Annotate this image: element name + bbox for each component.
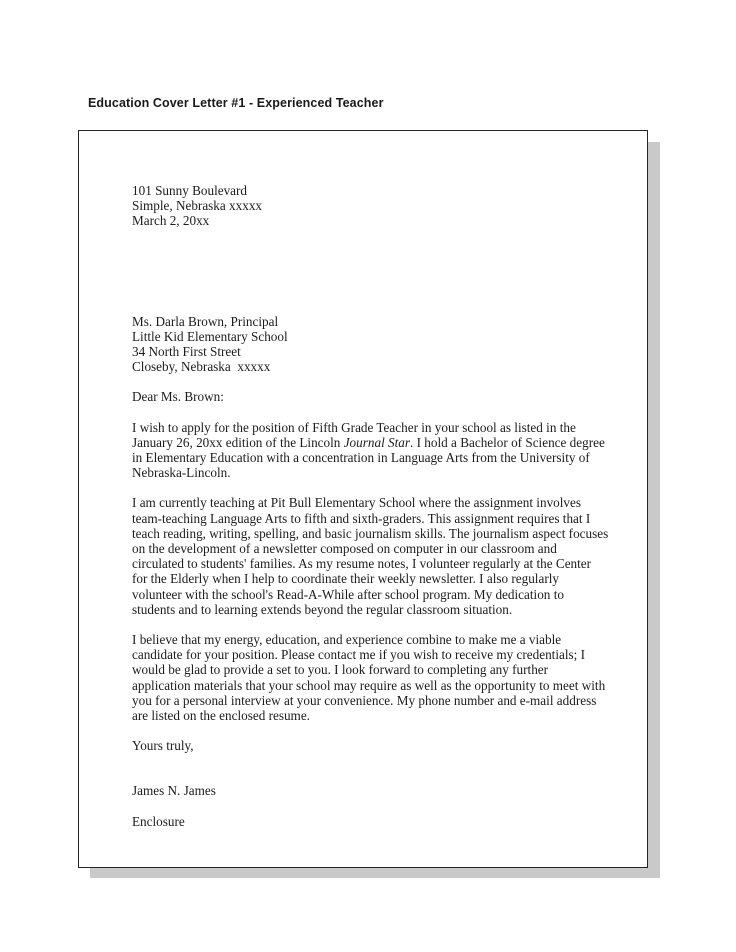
body-paragraph-1 xyxy=(132,420,609,481)
spacer-after-recipient xyxy=(132,374,609,389)
sender-address-line-3: March 2, 20xx xyxy=(132,213,210,229)
spacer-after-salutation xyxy=(132,405,609,420)
paragraph-1-part-1: I wish to apply for the position of Fifth Grade Teacher in your school as listed in the January 26, 20xx edition of the Lincoln xyxy=(132,419,576,450)
recipient-address-line-4: Closeby, Nebraska xxxxx xyxy=(132,359,271,375)
spacer-after-paragraph-1 xyxy=(132,480,609,495)
signature-name: James N. James xyxy=(132,783,216,799)
sender-address xyxy=(132,183,609,229)
recipient-address-line-3: 34 North First Street xyxy=(132,344,241,360)
newspaper-name-italic: Journal Star xyxy=(343,434,411,450)
recipient-address xyxy=(132,314,609,375)
spacer-after-paragraph-3 xyxy=(132,723,609,738)
spacer-before-enclosure xyxy=(132,799,609,814)
recipient-address-line-2: Little Kid Elementary School xyxy=(132,328,288,344)
closing: Yours truly, xyxy=(132,738,194,754)
letter-sheet xyxy=(78,130,648,868)
page-title: Education Cover Letter #1 - Experienced Teacher xyxy=(88,96,384,110)
enclosure-note: Enclosure xyxy=(132,813,185,829)
sender-address-line-1: 101 Sunny Boulevard xyxy=(132,183,248,198)
paragraph-1-part-2: . I hold a Bachelor of Science degree in Elementary Education with a concentration in Language Arts from the University of Nebraska-Lincoln. xyxy=(132,434,605,481)
recipient-address-line-1: Ms. Darla Brown, Principal xyxy=(132,313,279,329)
body-paragraph-2: I am currently teaching at Pit Bull Elementary School where the assignment involves team-teaching Language Arts to fifth and sixth-graders. This assignment requires that I teach reading, writing, spelling, and basic journalism skills. The journalism aspect focuses on the development of a newsletter composed on computer in our classroom and circulated to students' families. As my resume notes, I volunteer regularly at the Center for the Elderly when I help to coordinate their weekly newsletter. I also regularly volunteer with the school's Read-A-While after school program. My dedication to students and to learning extends beyond the regular classroom situation. xyxy=(132,495,609,617)
spacer-signature-space xyxy=(132,753,609,783)
spacer-after-sender xyxy=(132,229,609,314)
letter-content xyxy=(132,183,609,829)
salutation: Dear Ms. Brown: xyxy=(132,389,224,405)
spacer-after-paragraph-2 xyxy=(132,617,609,632)
body-paragraph-3: I believe that my energy, education, and experience combine to make me a viable candidate for your position. Please contact me if you wish to receive my credentials; I would be glad to provide a set to you. I look forward to completing any further application materials that your school may require as well as the opportunity to meet with you for a personal interview at your convenience. My phone number and e-mail address are listed on the enclosed resume. xyxy=(132,632,606,724)
sender-address-line-2: Simple, Nebraska xxxxx xyxy=(132,198,263,214)
